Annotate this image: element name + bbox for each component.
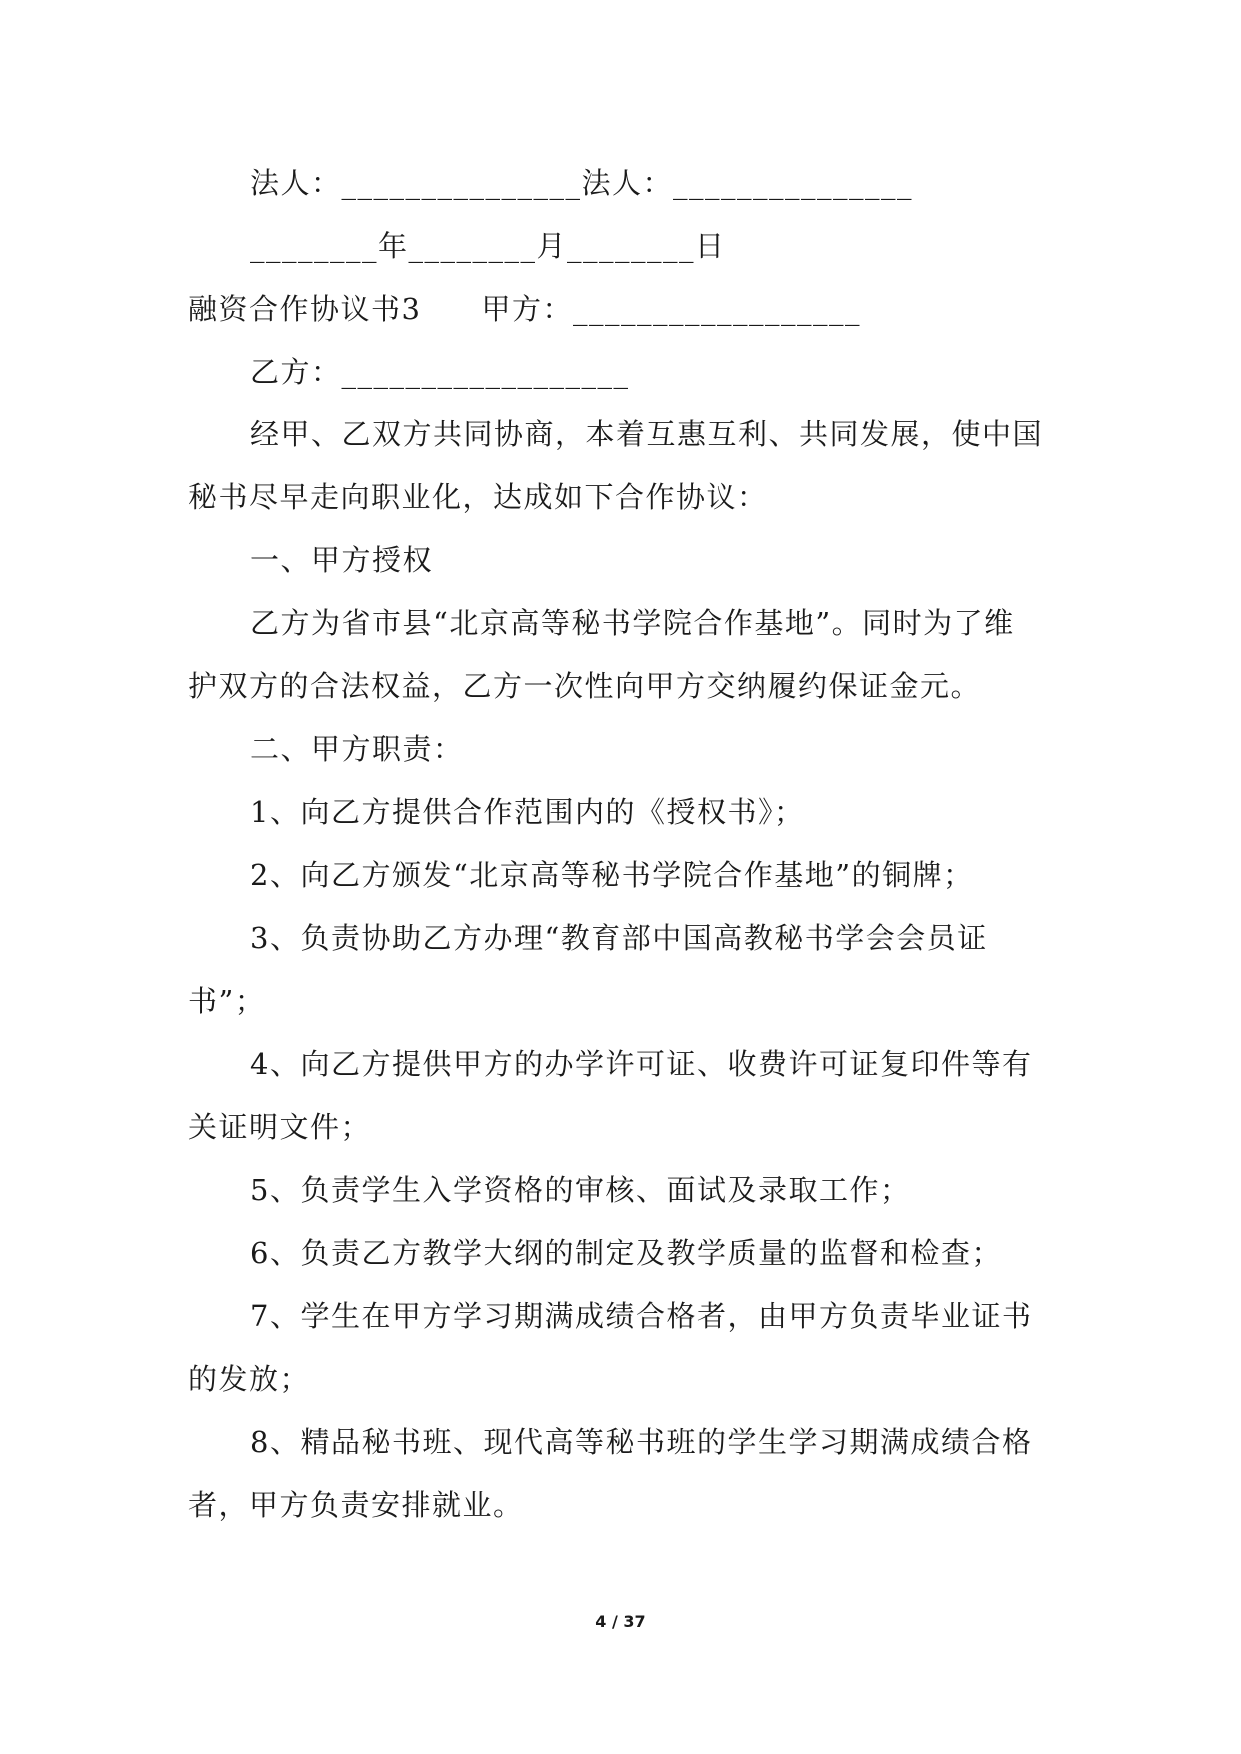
party-b-field: 乙方：__________________ bbox=[250, 355, 630, 389]
list-item-1: 1、向乙方提供合作范围内的《授权书》； bbox=[250, 795, 805, 829]
list-item-7-line-2: 的发放； bbox=[188, 1362, 311, 1396]
list-item-7-line-1: 7、学生在甲方学习期满成绩合格者，由甲方负责毕业证书 bbox=[250, 1299, 1033, 1333]
paragraph-intro-line-1: 经甲、乙双方共同协商，本着互惠互利、共同发展，使中国 bbox=[250, 417, 1044, 451]
list-item-3-line-1: 3、负责协助乙方办理“教育部中国高教秘书学会会员证 bbox=[250, 921, 988, 955]
paragraph-authorization-line-1: 乙方为省市县“北京高等秘书学院合作基地”。同时为了维 bbox=[250, 606, 1015, 640]
section-heading-row bbox=[188, 289, 861, 329]
list-item-6: 6、负责乙方教学大纲的制定及教学质量的监督和检查； bbox=[250, 1236, 1002, 1270]
section-heading-authorization: 一、甲方授权 bbox=[250, 543, 434, 577]
list-item-4-line-1: 4、向乙方提供甲方的办学许可证、收费许可证复印件等有 bbox=[250, 1047, 1033, 1081]
date-line: ________年________月________日 bbox=[250, 229, 726, 263]
list-item-5: 5、负责学生入学资格的审核、面试及录取工作； bbox=[250, 1173, 911, 1207]
section-heading-duties: 二、甲方职责： bbox=[250, 732, 464, 766]
list-item-3-line-2: 书”； bbox=[188, 984, 266, 1018]
page-number: 4 / 37 bbox=[595, 1612, 646, 1631]
list-item-8-line-2: 者，甲方负责安排就业。 bbox=[188, 1488, 524, 1522]
signature-line-legal-persons: 法人：_______________法人：_______________ bbox=[250, 166, 914, 200]
agreement-title: 融资合作协议书3 bbox=[188, 292, 422, 326]
party-a-field: 甲方：__________________ bbox=[481, 292, 861, 326]
list-item-4-line-2: 关证明文件； bbox=[188, 1110, 372, 1144]
list-item-8-line-1: 8、精品秘书班、现代高等秘书班的学生学习期满成绩合格 bbox=[250, 1425, 1033, 1459]
list-item-2: 2、向乙方颁发“北京高等秘书学院合作基地”的铜牌； bbox=[250, 858, 974, 892]
paragraph-authorization-line-2: 护双方的合法权益，乙方一次性向甲方交纳履约保证金元。 bbox=[188, 669, 982, 703]
paragraph-intro-line-2: 秘书尽早走向职业化，达成如下合作协议： bbox=[188, 480, 768, 514]
